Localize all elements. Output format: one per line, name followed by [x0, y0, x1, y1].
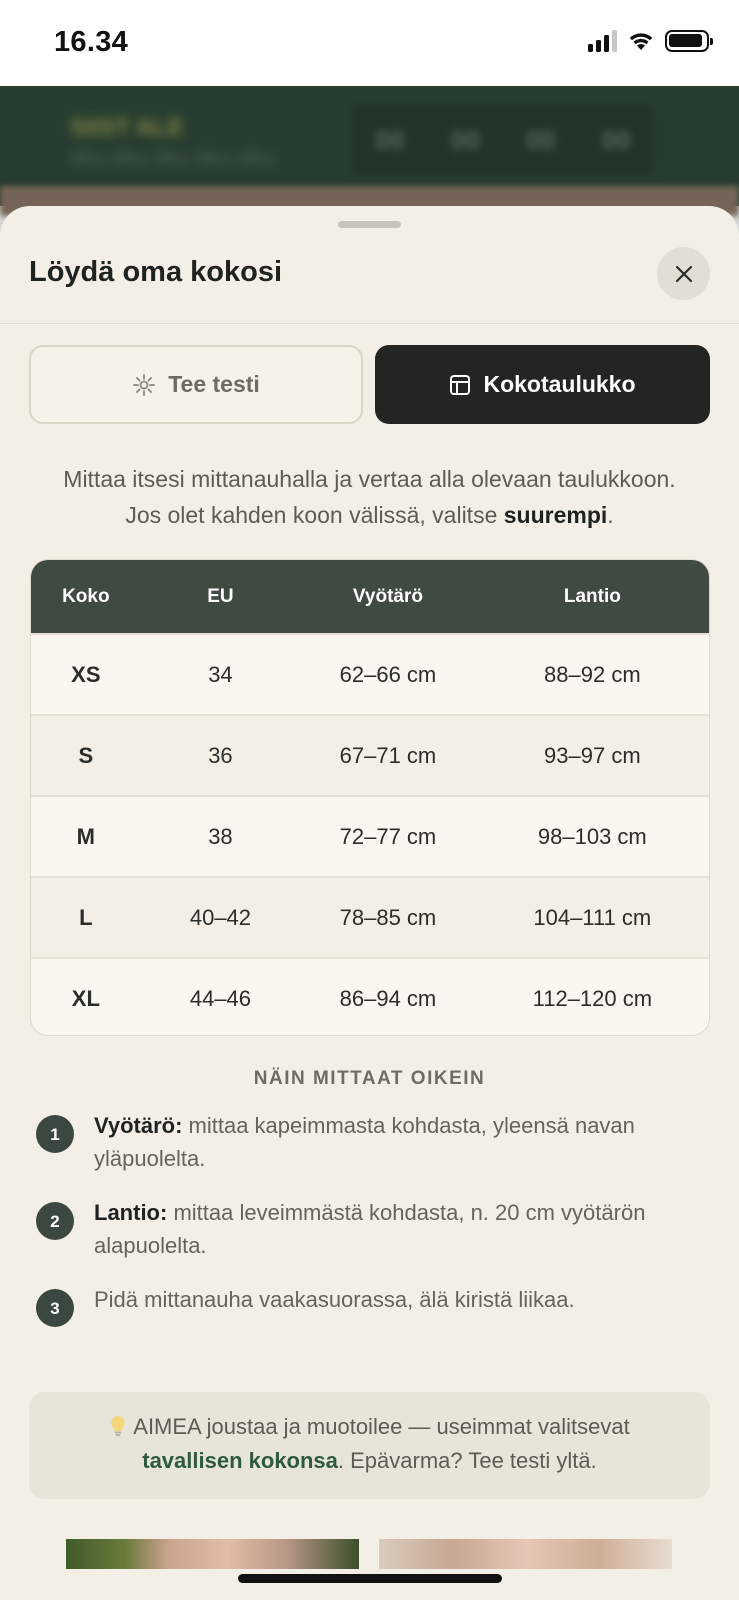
step-label: Lantio: [94, 1200, 168, 1225]
intro-line-2-suffix: . [607, 502, 614, 528]
size-guide-sheet [0, 206, 739, 1600]
step-text: mittaa leveimmästä kohdasta, n. 20 cm vyötärön alapuolelta. [94, 1200, 646, 1258]
tab-take-test[interactable] [29, 345, 363, 424]
cell-eu: 44–46 [189, 985, 252, 1011]
step-text: mittaa kapeimmasta kohdasta, yleensä navan yläpuolelta. [94, 1113, 635, 1171]
howto-title: NÄIN MITTAAT OIKEIN [253, 1068, 486, 1089]
lightbulb-icon [109, 1415, 127, 1437]
cell-eu: 40–42 [189, 904, 252, 930]
step-number-badge: 3 [36, 1289, 74, 1327]
tip-line-2 [29, 1444, 710, 1478]
tab-take-test-label: Tee testi [168, 371, 260, 397]
timer-digit: 00 [375, 124, 405, 155]
tip-bold: tavallisen kokonsa [142, 1448, 338, 1473]
cell-eu: 38 [208, 823, 233, 849]
table-row [31, 795, 709, 876]
cell-waist: 86–94 cm [339, 985, 437, 1011]
cell-waist: 78–85 cm [339, 904, 437, 930]
timer-digit: 00 [450, 124, 480, 155]
table-row [31, 714, 709, 795]
cellular-signal-icon [588, 30, 617, 52]
table-row [31, 957, 709, 1036]
step-label: Vyötärö: [94, 1113, 183, 1138]
background-banner-title: SIIST ALE [70, 114, 184, 141]
tip-text-2: . Epävarma? Tee testi yltä. [337, 1448, 597, 1473]
size-guide-tabs [29, 345, 710, 424]
close-button[interactable] [657, 247, 710, 300]
cell-hips: 98–103 cm [537, 823, 647, 849]
cell-waist: 67–71 cm [339, 742, 437, 768]
product-photo[interactable] [379, 1539, 672, 1569]
table-header-row [31, 560, 709, 633]
close-icon [675, 265, 693, 283]
tab-size-chart-label: Kokotaulukko [483, 371, 636, 397]
intro-line-2-bold: suurempi [503, 502, 608, 528]
timer-digit: 00 [526, 124, 556, 155]
table-row [31, 633, 709, 714]
cell-size: XS [71, 661, 101, 687]
cell-waist: 72–77 cm [339, 823, 437, 849]
cell-hips: 88–92 cm [544, 661, 641, 687]
product-photos-peek [0, 1539, 739, 1569]
tab-size-chart[interactable] [375, 345, 710, 424]
tip-box [29, 1392, 710, 1499]
cell-waist: 62–66 cm [339, 661, 437, 687]
sheet-title: Löydä oma kokosi [29, 256, 283, 288]
cell-size: M [76, 823, 95, 849]
size-chart-table [30, 559, 710, 1036]
product-photo[interactable] [66, 1539, 359, 1569]
step-number-badge: 2 [36, 1202, 74, 1240]
background-banner-subtitle: ZELL ZELL ZELL ZELL ZELL [70, 150, 277, 167]
column-header-hips: Lantio [563, 585, 621, 607]
column-header-eu: EU [207, 585, 234, 607]
tip-line-1 [29, 1410, 710, 1444]
wifi-icon [627, 30, 655, 52]
table-icon [449, 374, 471, 396]
header-divider [0, 323, 739, 324]
step-text: Pidä mittanauha vaakasuorassa, älä kiristä liikaa. [94, 1287, 575, 1312]
table-row [31, 876, 709, 957]
sparkle-icon [132, 373, 156, 397]
battery-icon [665, 30, 709, 52]
cell-size: L [79, 904, 93, 930]
cell-hips: 112–120 cm [532, 985, 653, 1011]
intro-line-2 [29, 497, 710, 533]
status-icons [588, 30, 709, 52]
cell-size: XL [71, 985, 100, 1011]
cell-hips: 93–97 cm [544, 742, 641, 768]
home-indicator[interactable] [238, 1574, 502, 1583]
tip-text-1: AIMEA joustaa ja muotoilee — useimmat valitsevat [133, 1414, 630, 1439]
list-item [36, 1109, 710, 1175]
cell-eu: 36 [208, 742, 233, 768]
list-item [36, 1283, 575, 1316]
column-header-size: Koko [62, 585, 110, 607]
sheet-grabber-handle[interactable] [338, 221, 401, 228]
list-item [36, 1196, 710, 1262]
cell-hips: 104–111 cm [533, 904, 652, 930]
step-number-badge: 1 [36, 1115, 74, 1153]
status-time: 16.34 [54, 26, 129, 58]
timer-digit: 00 [601, 124, 631, 155]
cell-eu: 34 [208, 661, 233, 687]
intro-line-2-prefix: Jos olet kahden koon välissä, valitse [125, 502, 504, 528]
intro-text [29, 461, 710, 533]
intro-line-1: Mittaa itsesi mittanauhalla ja vertaa alla olevaan taulukkoon. [63, 466, 676, 492]
column-header-waist: Vyötärö [352, 585, 423, 607]
cell-size: S [78, 742, 94, 768]
status-bar [0, 0, 739, 86]
